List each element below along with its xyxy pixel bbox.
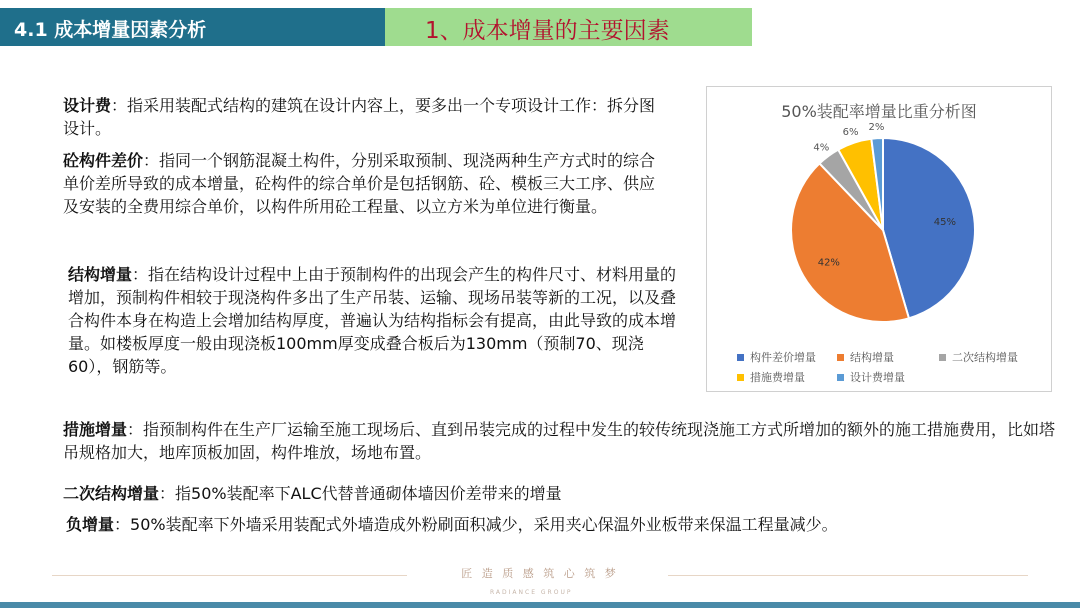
secondary-term: 二次结构增量	[63, 484, 160, 503]
pie-data-label: 6%	[842, 127, 859, 139]
legend-swatch	[837, 374, 844, 381]
legend-item	[737, 369, 805, 385]
structure-paragraph	[68, 263, 678, 378]
bottom-accent-strip	[0, 602, 1080, 608]
measures-paragraph	[63, 418, 1063, 464]
legend-label: 结构增量	[850, 351, 894, 364]
footer-divider-right	[668, 575, 1028, 576]
section-label: 4.1 成本增量因素分析	[14, 19, 207, 41]
legend-label: 二次结构增量	[952, 351, 1018, 364]
topic-header-bar	[385, 8, 752, 46]
legend-label: 措施费增量	[750, 371, 805, 384]
design-fee-paragraph	[63, 94, 663, 140]
legend-swatch	[837, 354, 844, 361]
component-diff-text: ：指同一个钢筋混凝土构件，分别采取预制、现浇两种生产方式时的综合单价差所导致的成本增量，砼构件的综合单价是包括钢筋、砼、模板三大工序、供应及安装的全费用综合单价，以构件所用砼工程量、以立方米为单位进行衡量。	[63, 151, 656, 216]
secondary-text: ：指50%装配率下ALC代替普通砌体墙因价差带来的增量	[159, 484, 562, 503]
pie-chart-panel	[706, 86, 1052, 392]
section-header-bar	[0, 8, 385, 46]
pie-data-label: 45%	[933, 217, 957, 229]
component-diff-paragraph	[63, 149, 663, 218]
design-fee-text: ：指采用装配式结构的建筑在设计内容上，要多出一个专项设计工作：拆分图设计。	[63, 96, 656, 138]
legend-item	[939, 349, 1018, 365]
topic-title: 1、成本增量的主要因素	[425, 18, 670, 44]
negative-text: ：50%装配率下外墙采用装配式外墙造成外粉刷面积减少，采用夹心保温外业板带来保温工程量减少。	[114, 515, 838, 534]
structure-text: ：指在结构设计过程中上由于预制构件的出现会产生的构件尺寸、材料用量的增加，预制构件相较于现浇构件多出了生产吊装、运输、现场吊装等新的工况，以及叠合构件本身在构造上会增加结构厚度，普遍认为结构指标会有提高，由此导致的成本增量。如楼板厚度一般由现浇板100mm厚变成叠合板后为130mm（预制70、现浇60），钢筋等。	[68, 265, 677, 376]
footer-slogan: 匠 造 质 感 筑 心 筑 梦	[461, 567, 619, 580]
component-diff-term: 砼构件差价	[63, 151, 144, 170]
negative-term: 负增量	[66, 515, 115, 534]
pie-data-label: 4%	[813, 142, 830, 154]
measures-term: 措施增量	[63, 420, 128, 439]
legend-item	[737, 349, 816, 365]
legend-item	[837, 369, 905, 385]
legend-swatch	[939, 354, 946, 361]
legend-item	[837, 349, 894, 365]
legend-label: 构件差价增量	[750, 351, 816, 364]
footer-divider-left	[52, 575, 407, 576]
secondary-paragraph	[63, 482, 1063, 505]
chart-title: 50%装配率增量比重分析图	[781, 102, 977, 121]
negative-paragraph	[66, 513, 1066, 536]
pie-data-label: 2%	[868, 122, 885, 134]
structure-term: 结构增量	[68, 265, 133, 284]
pie-data-label: 42%	[817, 257, 840, 269]
measures-text: ：指预制构件在生产厂运输至施工现场后、直到吊装完成的过程中发生的较传统现浇施工方式所增加的额外的施工措施费用，比如塔吊规格加大，地库顶板加固，构件堆放，场地布置。	[63, 420, 1056, 462]
legend-label: 设计费增量	[850, 371, 905, 384]
footer-subtitle: RADIANCE GROUP	[490, 589, 573, 596]
legend-swatch	[737, 374, 744, 381]
legend-swatch	[737, 354, 744, 361]
design-fee-term: 设计费	[63, 96, 112, 115]
pie-chart	[707, 87, 1051, 337]
